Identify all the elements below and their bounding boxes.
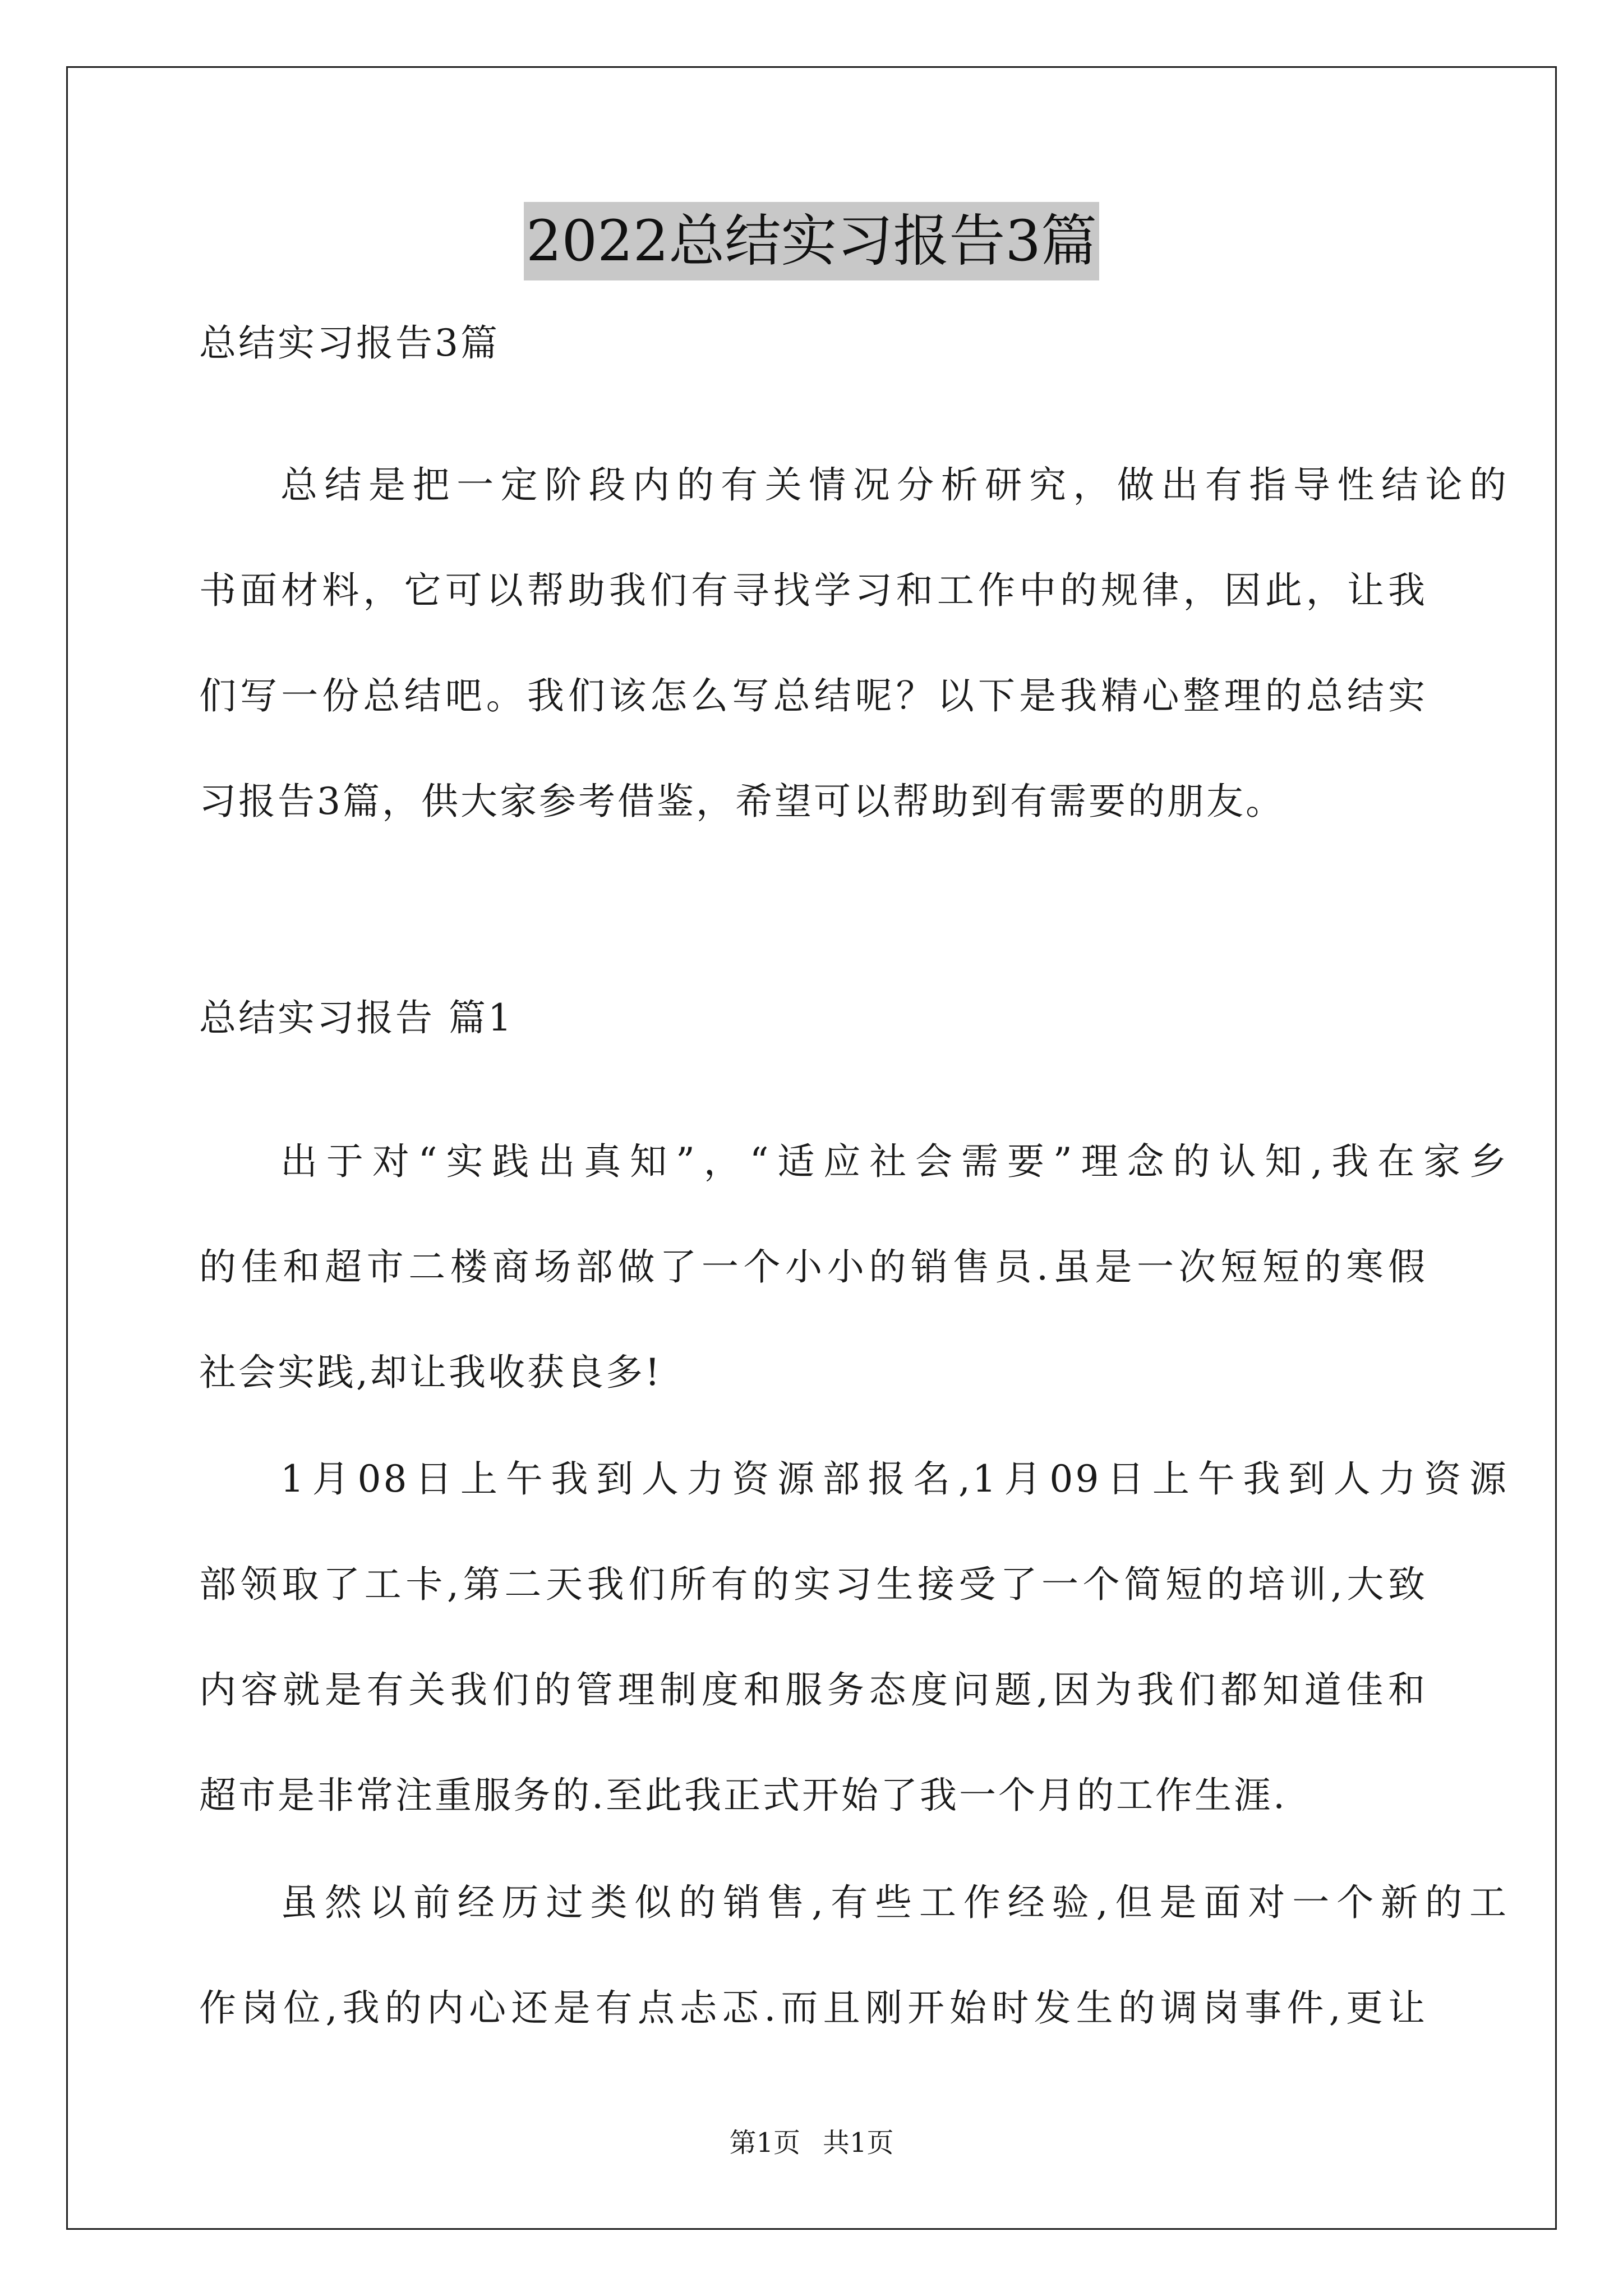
intro-line: 们写一份总结吧。我们该怎么写总结呢？以下是我精心整理的总结实 [199, 674, 1427, 717]
paragraph-line: 出于对“实践出真知”，“适应社会需要”理念的认知,我在家乡 [280, 1140, 1509, 1183]
title-wrap [0, 202, 1623, 280]
paragraph-line: 部领取了工卡,第二天我们所有的实习生接受了一个简短的培训,大致 [199, 1563, 1427, 1606]
intro-line: 总结是把一定阶段内的有关情况分析研究，做出有指导性结论的 [280, 463, 1509, 507]
intro-paragraph [199, 459, 1509, 828]
document-title: 2022总结实习报告3篇 [524, 202, 1099, 280]
paragraph-line: 1月08日上午我到人力资源部报名,1月09日上午我到人力资源 [280, 1457, 1509, 1501]
paragraph-1 [199, 1135, 1509, 1399]
section-heading-block [199, 992, 1427, 1045]
page-total: 共1页 [823, 2127, 894, 2159]
paragraph-line: 虽然以前经历过类似的销售,有些工作经验,但是面对一个新的工 [280, 1881, 1509, 1924]
page-number: 第1页 [729, 2127, 800, 2159]
section-heading: 总结实习报告 篇1 [199, 996, 514, 1039]
paragraph-2 [199, 1453, 1509, 1822]
paragraph-line: 超市是非常注重服务的.至此我正式开始了我一个月的工作生涯. [199, 1774, 1287, 1817]
paragraph-3 [199, 1876, 1509, 2035]
subtitle-block [199, 317, 1427, 370]
document-subtitle: 总结实习报告3篇 [199, 321, 500, 365]
intro-line: 习报告3篇，供大家参考借鉴，希望可以帮助到有需要的朋友。 [199, 780, 1285, 823]
paragraph-line: 社会实践,却让我收获良多! [199, 1351, 662, 1394]
paragraph-line: 作岗位,我的内心还是有点忐忑.而且刚开始时发生的调岗事件,更让 [199, 1986, 1427, 2030]
paragraph-line: 内容就是有关我们的管理制度和服务态度问题,因为我们都知道佳和 [199, 1668, 1427, 1711]
intro-line: 书面材料，它可以帮助我们有寻找学习和工作中的规律，因此，让我 [199, 569, 1427, 612]
page-footer [0, 2126, 1623, 2160]
paragraph-line: 的佳和超市二楼商场部做了一个小小的销售员.虽是一次短短的寒假 [199, 1245, 1427, 1289]
